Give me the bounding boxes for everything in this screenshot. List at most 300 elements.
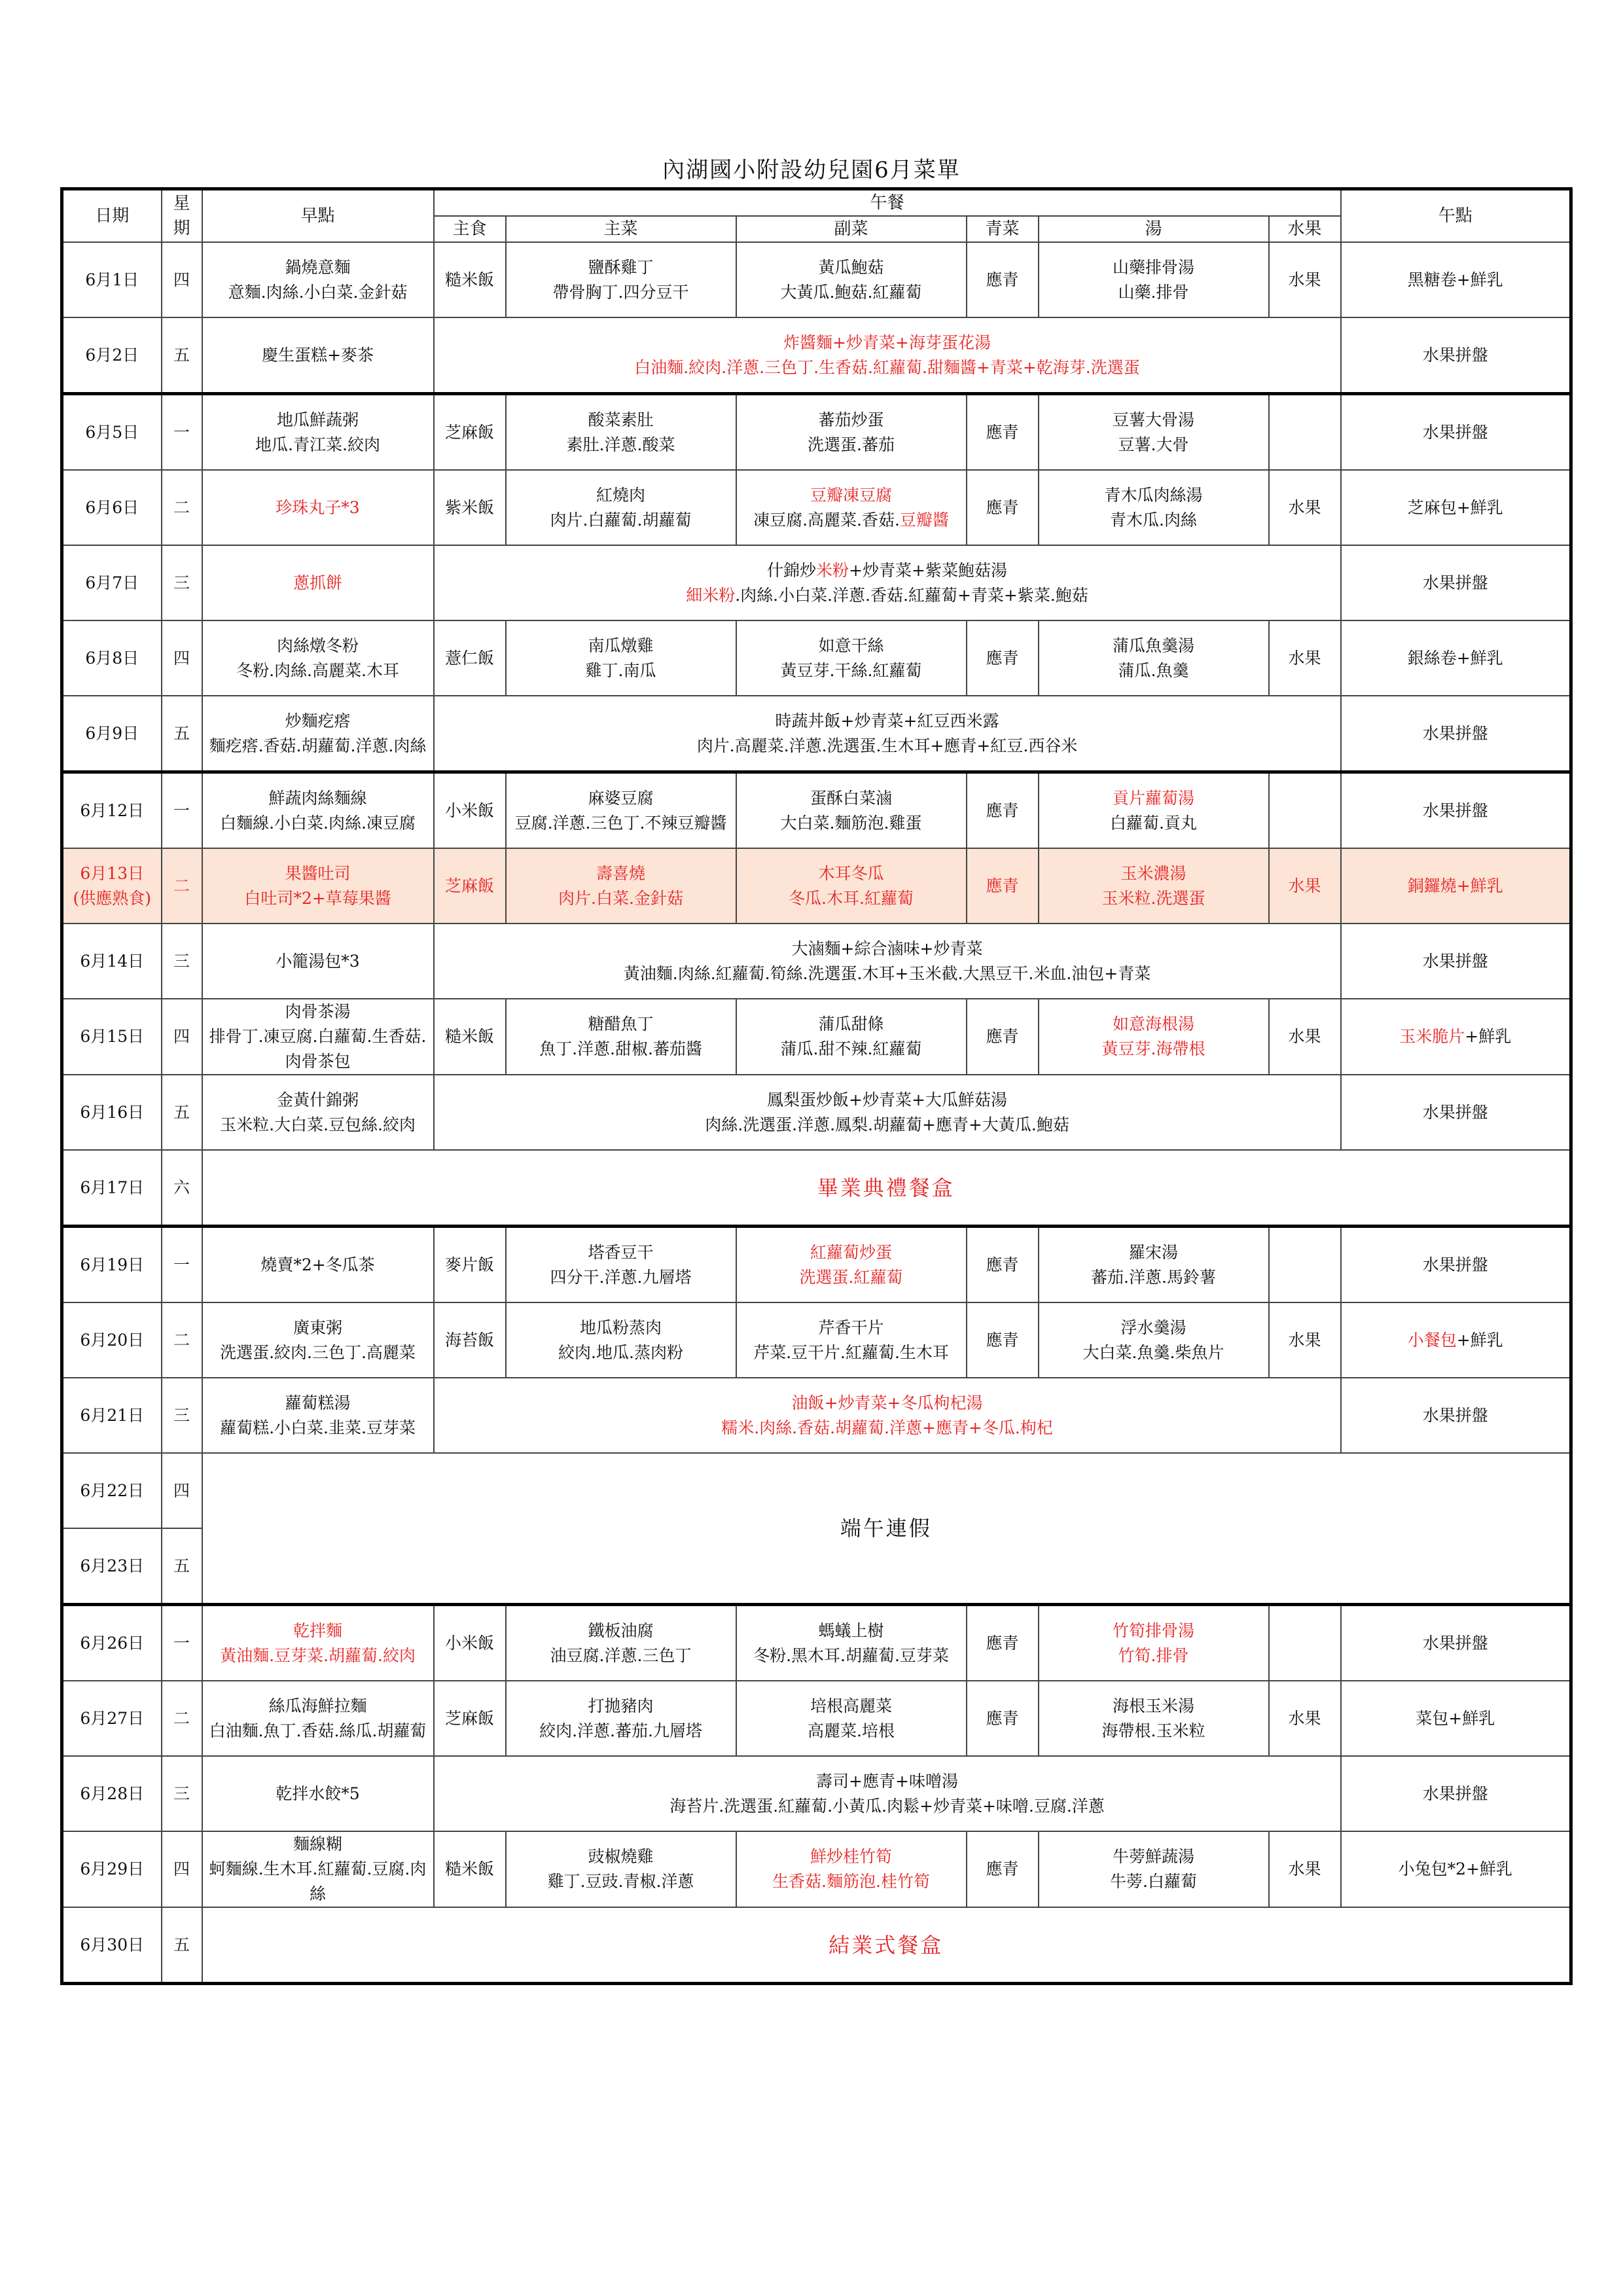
breakfast-ingredients: 麵疙瘩.香菇.胡蘿蔔.洋蔥.肉絲 [209,736,427,755]
lunch-combo-cell [434,696,1341,772]
breakfast-cell: 小籠湯包*3 [202,924,434,999]
date-cell: 6月22日 [62,1453,162,1528]
lunch-combo-ingredients: 肉絲.洗選蛋.洋蔥.鳳梨.胡蘿蔔+應青+大黃瓜.鮑菇 [705,1115,1069,1134]
menu-table [60,187,1573,1985]
page-title: 內湖國小附設幼兒園6月菜單 [662,157,961,183]
breakfast-cell [202,242,434,317]
greens-cell: 應青 [967,999,1039,1075]
side-dish-title: 紅蘿蔔炒蛋 [810,1242,892,1262]
table-row [62,1831,1571,1907]
weekday-cell: 四 [162,242,202,317]
side-dish-title: 蕃茄炒蛋 [818,410,884,429]
breakfast-title: 鮮蔬肉絲麵線 [268,788,367,808]
soup-cell [1039,1831,1269,1907]
side-dish-title: 培根高麗菜 [810,1696,892,1715]
table-row [62,1681,1571,1756]
greens-cell: 應青 [967,1681,1039,1756]
fruit-cell [1269,394,1341,471]
main-dish-cell [506,242,736,317]
soup-title: 牛蒡鮮蔬湯 [1112,1847,1194,1866]
weekday-cell: 二 [162,1681,202,1756]
side-dish-title: 黃瓜鮑菇 [818,257,884,277]
soup-ingredients: 山藥.排骨 [1118,282,1189,302]
fruit-cell [1269,772,1341,849]
side-dish-cell [736,999,967,1075]
breakfast-cell [202,772,434,849]
snack-cell: 水果拼盤 [1341,1605,1571,1681]
side-dish-ingredients: 洗選蛋.蕃茄 [808,435,895,454]
breakfast-cell [202,1302,434,1378]
soup-cell [1039,470,1269,545]
date-cell: 6月6日 [62,470,162,545]
main-dish-title: 酸菜素肚 [588,410,654,429]
side-dish-title: 螞蟻上樹 [818,1621,884,1640]
header-main: 主菜 [506,216,736,242]
breakfast-ingredients: 意麵.肉絲.小白菜.金針菇 [228,282,408,302]
main-dish-cell [506,394,736,471]
staple-cell: 芝麻飯 [434,1681,506,1756]
main-dish-ingredients: 肉片.白蘿蔔.胡蘿蔔 [550,510,692,529]
side-dish-ingredients: 洗選蛋.紅蘿蔔 [799,1267,903,1287]
weekday-cell: 四 [162,1453,202,1528]
side-dish-cell [736,620,967,696]
side-dish-cell [736,1605,967,1681]
main-dish-cell [506,1681,736,1756]
snack-cell: 芝麻包+鮮乳 [1341,470,1571,545]
snack-item-rest: +鮮乳 [1465,1027,1512,1046]
event-cell: 端午連假 [202,1453,1571,1605]
breakfast-cell [202,1605,434,1681]
table-row [62,1075,1571,1150]
weekday-cell: 五 [162,1528,202,1605]
lunch-combo-ingredients [438,583,1336,608]
snack-cell: 水果拼盤 [1341,394,1571,471]
lunch-combo-title: 時蔬丼飯+炒青菜+紅豆西米露 [775,711,999,730]
weekday-cell: 五 [162,1907,202,1984]
table-row [62,1605,1571,1681]
main-dish-ingredients: 雞丁.豆豉.青椒.洋蔥 [547,1872,694,1891]
staple-cell: 糙米飯 [434,999,506,1075]
soup-ingredients: 蒲瓜.魚羹 [1118,660,1189,680]
main-dish-title: 打拋豬肉 [588,1696,654,1715]
snack-cell: 水果拼盤 [1341,1378,1571,1453]
main-dish-title: 麻婆豆腐 [588,788,654,808]
fruit-cell: 水果 [1269,1302,1341,1378]
main-dish-ingredients: 帶骨胸丁.四分豆干 [552,282,689,302]
main-dish-title: 鐵板油腐 [588,1621,654,1640]
soup-cell [1039,1302,1269,1378]
greens-cell: 應青 [967,242,1039,317]
side-dish-ingredients: 蒲瓜.甜不辣.紅蘿蔔 [780,1039,922,1058]
breakfast-ingredients: 蘿蔔糕.小白菜.韭菜.豆芽菜 [220,1418,416,1437]
breakfast-title: 乾拌麵 [293,1621,342,1640]
greens-cell: 應青 [967,772,1039,849]
table-row [62,1150,1571,1227]
greens-cell: 應青 [967,1831,1039,1907]
soup-title: 浮水羹湯 [1120,1318,1186,1337]
side-dish-cell [736,848,967,924]
main-dish-ingredients: 絞肉.洋蔥.蕃茄.九層塔 [539,1721,702,1740]
weekday-cell: 四 [162,999,202,1075]
weekday-cell: 一 [162,1605,202,1681]
lunch-combo-title-a: 什錦炒 [767,560,817,580]
breakfast-cell [202,696,434,772]
snack-cell: 水果拼盤 [1341,1075,1571,1150]
main-dish-cell [506,1605,736,1681]
header-side: 副菜 [736,216,967,242]
snack-cell: 水果拼盤 [1341,317,1571,394]
table-row [62,1227,1571,1303]
main-dish-title: 豉椒燒雞 [588,1847,654,1866]
fruit-cell: 水果 [1269,620,1341,696]
staple-cell: 芝麻飯 [434,394,506,471]
weekday-cell: 六 [162,1150,202,1227]
soup-cell [1039,848,1269,924]
side-dish-cell [736,1831,967,1907]
header-row-1 [62,189,1571,217]
breakfast-cell [202,1681,434,1756]
breakfast-ingredients: 黃油麵.豆芽菜.胡蘿蔔.絞肉 [220,1645,416,1665]
main-dish-title: 塔香豆干 [588,1242,654,1262]
fruit-cell: 水果 [1269,1831,1341,1907]
soup-title: 竹筍排骨湯 [1112,1621,1194,1640]
main-dish-ingredients: 素肚.洋蔥.酸菜 [566,435,675,454]
snack-cell: 水果拼盤 [1341,545,1571,620]
lunch-combo-ingredients-rest: .肉絲.小白菜.洋蔥.香菇.紅蘿蔔+青菜+紫菜.鮑菇 [735,585,1088,605]
weekday-cell: 四 [162,1831,202,1907]
snack-item-rest: +鮮乳 [1456,1330,1503,1350]
main-dish-ingredients: 絞肉.地瓜.蒸肉粉 [558,1342,683,1362]
soup-cell [1039,772,1269,849]
date-cell: 6月26日 [62,1605,162,1681]
lunch-combo-cell [434,924,1341,999]
breakfast-ingredients: 白吐司*2+草莓果醬 [244,888,391,908]
snack-cell: 菜包+鮮乳 [1341,1681,1571,1756]
soup-ingredients: 大白菜.魚羹.柴魚片 [1082,1342,1224,1362]
greens-cell: 應青 [967,470,1039,545]
lunch-combo-cell [434,317,1341,394]
date-cell: 6月8日 [62,620,162,696]
snack-cell [1341,1302,1571,1378]
main-dish-cell [506,848,736,924]
side-dish-cell [736,470,967,545]
soup-cell [1039,394,1269,471]
side-dish-ingredients: 芹菜.豆干片.紅蘿蔔.生木耳 [753,1342,949,1362]
breakfast-title: 肉骨茶湯 [285,1002,351,1021]
main-dish-title: 紅燒肉 [596,485,645,505]
lunch-combo-title-b: +炒青菜+紫菜鮑菇湯 [849,560,1007,580]
breakfast-cell [202,1831,434,1907]
staple-cell: 紫米飯 [434,470,506,545]
soup-title: 玉米濃湯 [1120,863,1186,883]
header-snack: 午點 [1341,189,1571,243]
soup-title: 山藥排骨湯 [1112,257,1194,277]
lunch-combo-cell [434,1756,1341,1831]
event-cell: 結業式餐盒 [202,1907,1571,1984]
staple-cell: 小米飯 [434,772,506,849]
soup-ingredients: 玉米粒.洗選蛋 [1101,888,1205,908]
date-cell: 6月17日 [62,1150,162,1227]
soup-title: 羅宋湯 [1128,1242,1178,1262]
breakfast-cell [202,620,434,696]
header-fruit: 水果 [1269,216,1341,242]
date-cell: 6月20日 [62,1302,162,1378]
table-row [62,242,1571,317]
breakfast-title: 肉絲燉冬粉 [276,636,359,655]
breakfast-cell [202,1075,434,1150]
breakfast-ingredients: 蚵麵線.生木耳.紅蘿蔔.豆腐.肉絲 [209,1859,427,1903]
breakfast-ingredients: 白麵線.小白菜.肉絲.凍豆腐 [220,813,416,833]
soup-title: 蒲瓜魚羹湯 [1112,636,1194,655]
breakfast-cell [202,1378,434,1453]
lunch-combo-cell [434,545,1341,620]
main-dish-ingredients: 豆腐.洋蔥.三色丁.不辣豆瓣醬 [514,813,727,833]
snack-item-red: 小餐包 [1407,1330,1457,1350]
main-dish-title: 南瓜燉雞 [588,636,654,655]
breakfast-title: 炒麵疙瘩 [285,711,351,730]
breakfast-cell: 珍珠丸子*3 [202,470,434,545]
soup-ingredients: 白蘿蔔.貢丸 [1110,813,1197,833]
breakfast-cell [202,999,434,1075]
soup-title: 海根玉米湯 [1112,1696,1194,1715]
header-soup: 湯 [1039,216,1269,242]
snack-cell: 黑糖卷+鮮乳 [1341,242,1571,317]
lunch-combo-cell [434,1378,1341,1453]
fruit-cell: 水果 [1269,242,1341,317]
side-dish-ingredients: 生香菇.麵筋泡.桂竹筍 [772,1872,930,1891]
weekday-cell: 三 [162,1756,202,1831]
side-dish-ingredients-red: 豆瓣醬 [899,510,949,529]
main-dish-ingredients: 油豆腐.洋蔥.三色丁 [550,1645,692,1665]
table-row [62,1756,1571,1831]
staple-cell: 薏仁飯 [434,620,506,696]
soup-cell [1039,1681,1269,1756]
breakfast-title: 果醬吐司 [285,863,351,883]
table-row-highlighted [62,848,1571,924]
side-dish-title: 蒲瓜甜條 [818,1014,884,1033]
greens-cell: 應青 [967,1227,1039,1303]
lunch-combo-title: 大滷麵+綜合滷味+炒青菜 [791,939,983,958]
snack-cell: 水果拼盤 [1341,772,1571,849]
soup-title: 青木瓜肉絲湯 [1104,485,1203,505]
table-row [62,772,1571,849]
table-row [62,1378,1571,1453]
greens-cell: 應青 [967,620,1039,696]
table-row [62,545,1571,620]
side-dish-title: 芹香干片 [818,1318,884,1337]
table-row [62,394,1571,471]
date-cell: 6月15日 [62,999,162,1075]
snack-item-red: 玉米脆片 [1399,1027,1465,1046]
side-dish-ingredients: 冬粉.黑木耳.胡蘿蔔.豆芽菜 [753,1645,949,1665]
side-dish-ingredients: 凍豆腐.高麗菜.香菇. [753,510,900,529]
table-row [62,317,1571,394]
snack-cell: 水果拼盤 [1341,696,1571,772]
greens-cell: 應青 [967,1605,1039,1681]
lunch-combo-title: 壽司+應青+味噌湯 [816,1771,958,1791]
fruit-cell [1269,1227,1341,1303]
breakfast-cell [202,394,434,471]
event-cell: 畢業典禮餐盒 [202,1150,1571,1227]
staple-cell: 糙米飯 [434,242,506,317]
date-cell: 6月9日 [62,696,162,772]
breakfast-title: 蘿蔔糕湯 [285,1393,351,1412]
soup-title: 如意海根湯 [1112,1014,1194,1033]
soup-ingredients: 海帶根.玉米粒 [1101,1721,1205,1740]
lunch-combo-title-red: 米粉 [816,560,849,580]
side-dish-title: 木耳冬瓜 [818,863,884,883]
snack-cell: 小兔包*2+鮮乳 [1341,1831,1571,1907]
side-dish-cell [736,772,967,849]
date-value: 6月13日 [80,863,145,883]
snack-cell: 銀絲卷+鮮乳 [1341,620,1571,696]
date-cell: 6月5日 [62,394,162,471]
weekday-cell: 三 [162,1378,202,1453]
greens-cell: 應青 [967,848,1039,924]
lunch-combo-ingredients-red: 細米粉 [686,585,736,605]
snack-cell: 水果拼盤 [1341,1756,1571,1831]
breakfast-cell: 燒賣*2+冬瓜茶 [202,1227,434,1303]
lunch-combo-title: 油飯+炒青菜+冬瓜枸杞湯 [791,1393,983,1412]
breakfast-title: 廣東粥 [293,1318,342,1337]
snack-cell [1341,999,1571,1075]
main-dish-title: 鹽酥雞丁 [588,257,654,277]
side-dish-ingredients: 高麗菜.培根 [808,1721,895,1740]
staple-cell: 小米飯 [434,1605,506,1681]
side-dish-ingredients: 大白菜.麵筋泡.雞蛋 [780,813,922,833]
breakfast-ingredients: 洗選蛋.絞肉.三色丁.高麗菜 [220,1342,416,1362]
side-dish-cell [736,242,967,317]
greens-cell: 應青 [967,394,1039,471]
table-row [62,1453,1571,1528]
date-note: (供應熟食) [73,888,151,908]
header-greens: 青菜 [967,216,1039,242]
lunch-combo-ingredients: 肉片.高麗菜.洋蔥.洗選蛋.生木耳+應青+紅豆.西谷米 [696,736,1078,755]
main-dish-cell [506,1227,736,1303]
side-dish-title: 豆瓣凍豆腐 [810,485,892,505]
weekday-cell: 二 [162,1302,202,1378]
date-cell: 6月1日 [62,242,162,317]
date-cell: 6月2日 [62,317,162,394]
main-dish-cell [506,999,736,1075]
side-dish-title: 鮮炒桂竹筍 [810,1847,892,1866]
weekday-cell: 一 [162,772,202,849]
breakfast-cell: 乾拌水餃*5 [202,1756,434,1831]
soup-ingredients: 牛蒡.白蘿蔔 [1110,1872,1197,1891]
soup-cell [1039,999,1269,1075]
table-row [62,620,1571,696]
staple-cell: 芝麻飯 [434,848,506,924]
soup-cell [1039,1227,1269,1303]
side-dish-cell [736,394,967,471]
side-dish-ingredients: 黃豆芽.干絲.紅蘿蔔 [780,660,922,680]
main-dish-cell [506,1302,736,1378]
breakfast-ingredients: 排骨丁.凍豆腐.白蘿蔔.生香菇.肉骨茶包 [209,1027,427,1071]
weekday-cell: 四 [162,620,202,696]
breakfast-title: 地瓜鮮蔬粥 [276,410,359,429]
weekday-cell: 一 [162,1227,202,1303]
weekday-cell: 二 [162,470,202,545]
soup-title: 貢片蘿蔔湯 [1112,788,1194,808]
date-cell [62,848,162,924]
breakfast-title: 絲瓜海鮮拉麵 [268,1696,367,1715]
weekday-cell: 三 [162,924,202,999]
soup-ingredients: 黃豆芽.海帶根 [1101,1039,1205,1058]
lunch-combo-cell [434,1075,1341,1150]
side-dish-title: 蛋酥白菜滷 [810,788,892,808]
lunch-combo-ingredients: 白油麵.絞肉.洋蔥.三色丁.生香菇.紅蘿蔔.甜麵醬+青菜+乾海芽.洗選蛋 [634,357,1140,377]
header-breakfast: 早點 [202,189,434,243]
side-dish-ingredients: 冬瓜.木耳.紅蘿蔔 [789,888,914,908]
date-cell: 6月19日 [62,1227,162,1303]
main-dish-title: 地瓜粉蒸肉 [579,1318,662,1337]
date-cell: 6月7日 [62,545,162,620]
main-dish-ingredients: 肉片.白菜.金針菇 [558,888,683,908]
snack-cell: 水果拼盤 [1341,1227,1571,1303]
weekday-cell: 五 [162,317,202,394]
staple-cell: 麥片飯 [434,1227,506,1303]
snack-cell: 銅鑼燒+鮮乳 [1341,848,1571,924]
main-dish-ingredients: 魚丁.洋蔥.甜椒.蕃茄醬 [539,1039,702,1058]
breakfast-title: 鍋燒意麵 [285,257,351,277]
staple-cell: 海苔飯 [434,1302,506,1378]
date-cell: 6月16日 [62,1075,162,1150]
main-dish-cell [506,1831,736,1907]
weekday-cell: 五 [162,696,202,772]
date-cell: 6月12日 [62,772,162,849]
breakfast-cell: 慶生蛋糕+麥茶 [202,317,434,394]
side-dish-cell [736,1681,967,1756]
date-cell: 6月23日 [62,1528,162,1605]
main-dish-cell [506,620,736,696]
header-weekday: 星期 [162,189,202,243]
breakfast-cell [202,848,434,924]
soup-ingredients: 蕃茄.洋蔥.馬鈴薯 [1091,1267,1216,1287]
soup-cell [1039,1605,1269,1681]
table-row [62,1907,1571,1984]
breakfast-title: 金黃什錦粥 [276,1090,359,1109]
header-date: 日期 [62,189,162,243]
soup-ingredients: 竹筍.排骨 [1118,1645,1189,1665]
fruit-cell: 水果 [1269,999,1341,1075]
fruit-cell: 水果 [1269,848,1341,924]
main-dish-cell [506,772,736,849]
date-cell: 6月21日 [62,1378,162,1453]
fruit-cell [1269,1605,1341,1681]
weekday-cell: 二 [162,848,202,924]
staple-cell: 糙米飯 [434,1831,506,1907]
weekday-cell: 一 [162,394,202,471]
breakfast-title: 麵線糊 [293,1835,342,1854]
soup-ingredients: 豆薯.大骨 [1118,435,1189,454]
breakfast-ingredients: 白油麵.魚丁.香菇.絲瓜.胡蘿蔔 [209,1721,427,1740]
breakfast-ingredients: 冬粉.肉絲.高麗菜.木耳 [236,660,399,680]
lunch-combo-title: 炸醬麵+炒青菜+海芽蛋花湯 [783,332,991,352]
lunch-combo-ingredients: 海苔片.洗選蛋.紅蘿蔔.小黃瓜.肉鬆+炒青菜+味噌.豆腐.洋蔥 [669,1796,1105,1816]
table-row [62,1302,1571,1378]
table-row [62,470,1571,545]
main-dish-cell [506,470,736,545]
table-row [62,999,1571,1075]
date-cell: 6月30日 [62,1907,162,1984]
main-dish-title: 糖醋魚丁 [588,1014,654,1033]
breakfast-ingredients: 地瓜.青江菜.絞肉 [255,435,380,454]
fruit-cell: 水果 [1269,1681,1341,1756]
lunch-combo-title: 鳳梨蛋炒飯+炒青菜+大瓜鮮菇湯 [767,1090,1007,1109]
date-cell: 6月27日 [62,1681,162,1756]
main-dish-ingredients: 雞丁.南瓜 [585,660,656,680]
weekday-cell: 五 [162,1075,202,1150]
